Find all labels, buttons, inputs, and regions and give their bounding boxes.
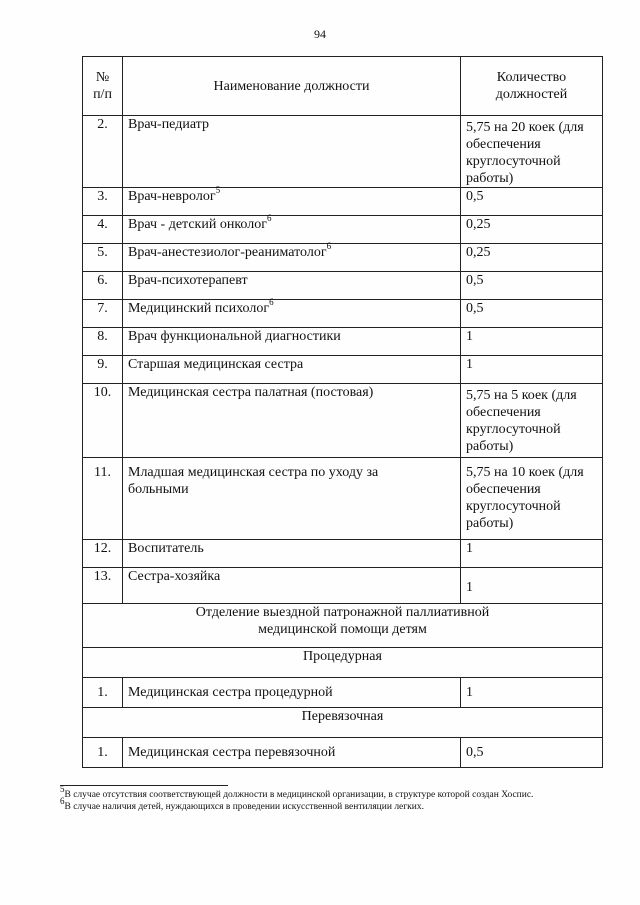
row-number: 1.	[83, 678, 123, 708]
position-quantity: 0,25	[461, 216, 603, 244]
section-row	[83, 604, 603, 648]
position-quantity: 5,75 на 5 коек (для обеспечения круглосуточной работы)	[461, 384, 603, 458]
position-quantity: 0,25	[461, 244, 603, 272]
position-quantity: 1	[461, 328, 603, 356]
table-row	[83, 116, 603, 188]
position-name: Врач-невролог$^5$	[123, 188, 461, 216]
header-position-name: Наименование должности	[123, 57, 461, 116]
table-row	[83, 300, 603, 328]
table-row	[83, 738, 603, 768]
table-row	[83, 272, 603, 300]
position-name: Врач-психотерапевт	[123, 272, 461, 300]
position-name: Воспитатель	[123, 540, 461, 568]
row-number: 13.	[83, 568, 123, 604]
row-number: 8.	[83, 328, 123, 356]
position-quantity: 1	[461, 540, 603, 568]
position-name: Старшая медицинская сестра	[123, 356, 461, 384]
position-name: Медицинская сестра палатная (постовая)	[123, 384, 461, 458]
position-name: Врач-педиатр	[123, 116, 461, 188]
footnote-divider	[60, 785, 228, 786]
table-row	[83, 356, 603, 384]
footnote-mark: 5	[60, 783, 65, 794]
table-row	[83, 384, 603, 458]
row-number: 4.	[83, 216, 123, 244]
row-number: 1.	[83, 738, 123, 768]
position-name: Врач - детский онколог$^6$	[123, 216, 461, 244]
subsection-title: Процедурная	[83, 648, 603, 678]
footnote	[60, 783, 600, 801]
table-row	[83, 540, 603, 568]
header-quantity: Количество должностей	[461, 57, 603, 116]
row-number: 10.	[83, 384, 123, 458]
row-number: 2.	[83, 116, 123, 188]
row-number: 5.	[83, 244, 123, 272]
footnote-text: В случае отсутствия соответствующей должности в медицинской организации, в структуре которой создан Хоспис.	[64, 790, 534, 800]
position-quantity: 1	[461, 678, 603, 708]
table-row	[83, 216, 603, 244]
row-number: 11.	[83, 458, 123, 540]
position-quantity: 0,5	[461, 738, 603, 768]
position-quantity: 0,5	[461, 300, 603, 328]
table-row	[83, 678, 603, 708]
position-name: Врач-анестезиолог-реаниматолог$^6$	[123, 244, 461, 272]
row-number: 7.	[83, 300, 123, 328]
footnotes	[60, 785, 600, 813]
footnote-mark: 6	[60, 795, 65, 806]
position-name: Медицинская сестра перевязочной	[123, 738, 461, 768]
subsection-row	[83, 648, 603, 678]
position-quantity: 1	[461, 356, 603, 384]
row-number: 12.	[83, 540, 123, 568]
footnote-ref: 6	[269, 297, 274, 308]
position-name: Врач функциональной диагностики	[123, 328, 461, 356]
table-row	[83, 458, 603, 540]
position-quantity: 5,75 на 10 коек (для обеспечения круглосуточной работы)	[461, 458, 603, 540]
table-row	[83, 568, 603, 604]
table-row	[83, 244, 603, 272]
position-quantity: 5,75 на 20 коек (для обеспечения круглосуточной работы)	[461, 116, 603, 188]
footnote-text: В случае наличия детей, нуждающихся в проведении искусственной вентиляции легких.	[64, 802, 424, 812]
position-quantity: 0,5	[461, 188, 603, 216]
table-row	[83, 188, 603, 216]
page-number: 94	[314, 27, 326, 41]
position-name: Сестра-хозяйка	[123, 568, 461, 604]
position-quantity: 1	[461, 568, 603, 604]
section-title: Отделение выездной патронажной паллиативной медицинской помощи детям	[83, 604, 603, 648]
position-quantity: 0,5	[461, 272, 603, 300]
footnote-ref: 5	[215, 185, 221, 196]
table-row	[83, 328, 603, 356]
footnote-ref: 6	[266, 213, 272, 224]
footnote-ref: 6	[326, 241, 332, 252]
position-name: Младшая медицинская сестра по уходу за больными	[123, 458, 461, 540]
table-header-row	[83, 57, 603, 116]
position-name: Медицинский психолог$^6$	[123, 300, 461, 328]
header-number: № п/п	[83, 57, 123, 116]
subsection-row	[83, 708, 603, 738]
row-number: 3.	[83, 188, 123, 216]
position-name: Медицинская сестра процедурной	[123, 678, 461, 708]
staffing-table	[82, 56, 603, 768]
row-number: 9.	[83, 356, 123, 384]
row-number: 6.	[83, 272, 123, 300]
subsection-title: Перевязочная	[83, 708, 603, 738]
